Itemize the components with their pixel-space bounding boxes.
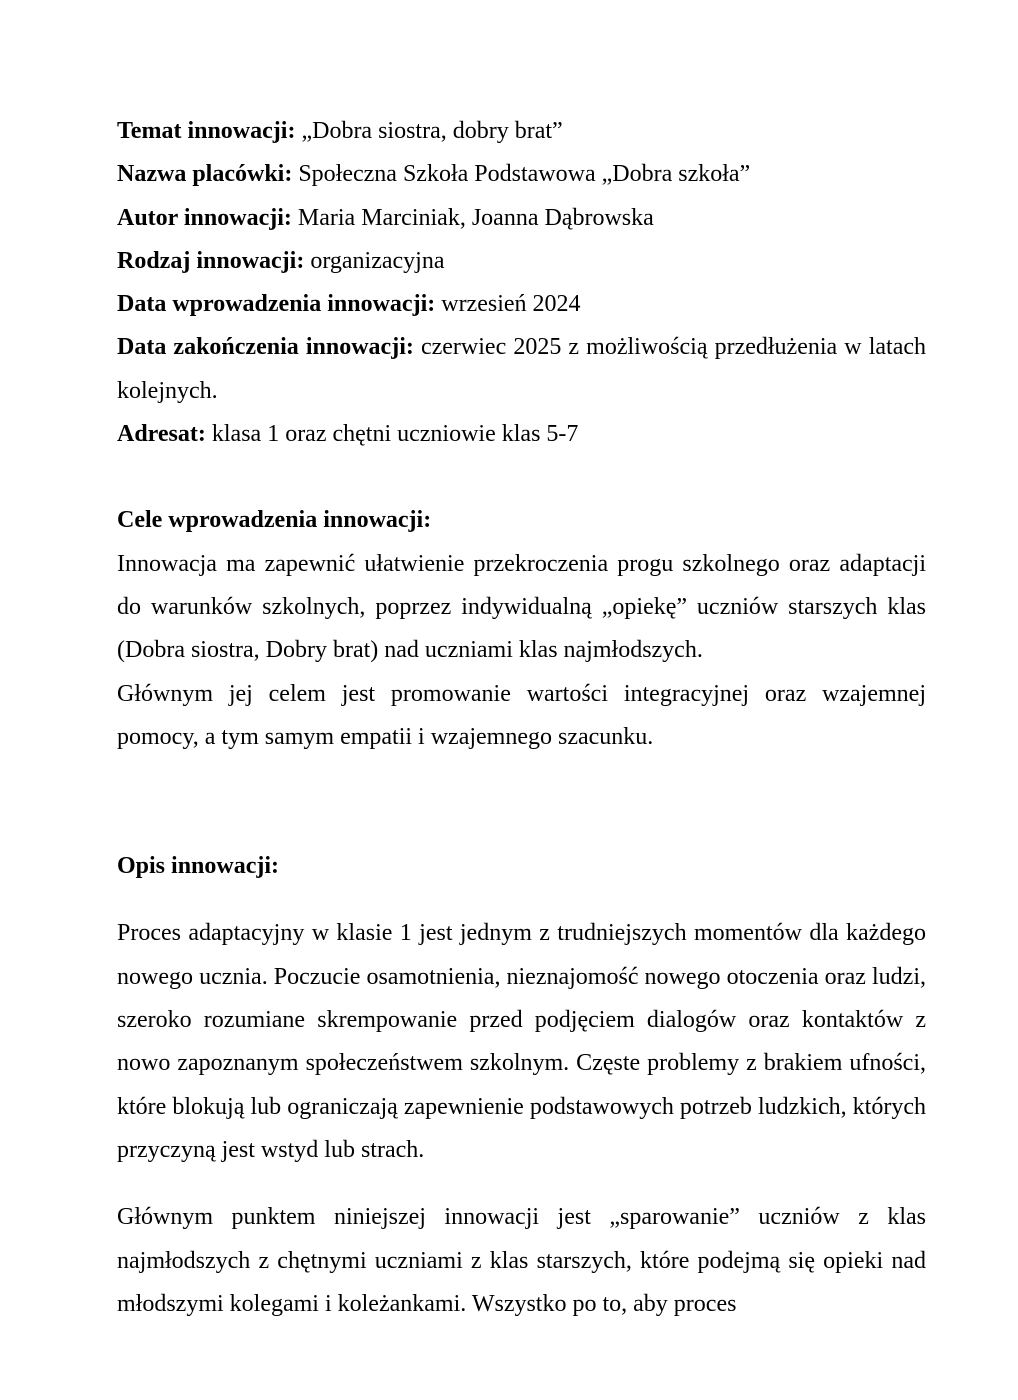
field-value: Maria Marciniak, Joanna Dąbrowska bbox=[291, 204, 654, 231]
field-value: „Dobra siostra, dobry brat” bbox=[295, 118, 563, 144]
field-author bbox=[117, 197, 926, 240]
field-type bbox=[117, 240, 926, 283]
field-label: Nazwa placówki: bbox=[117, 161, 293, 188]
spacer bbox=[117, 1172, 926, 1196]
field-institution bbox=[117, 153, 926, 196]
goals-paragraph: Głównym jej celem jest promowanie wartości integracyjnej oraz wzajemnej pomocy, a tym samym empatii i wzajemnego szacunku. bbox=[117, 680, 926, 750]
description-paragraph: Proces adaptacyjny w klasie 1 jest jednym z trudniejszych momentów dla każdego nowego ucznia. Poczucie osamotnienia, nieznajomość nowego otoczenia oraz ludzi, szeroko rozumiane skrempowanie przed podjęciem dialogów oraz kontaktów z nowo zapoznanym społeczeństwem szkolnym. Częste problemy z brakiem ufności, które blokują lub ograniczają zapewnienie podstawowych potrzeb ludzkich, których przyczyną jest wstyd lub strach. bbox=[117, 920, 926, 1163]
field-topic bbox=[117, 110, 926, 153]
field-label: Adresat: bbox=[117, 421, 206, 448]
document-page bbox=[117, 110, 926, 1326]
goals-heading: Cele wprowadzenia innowacji: bbox=[117, 507, 432, 534]
field-value: czerwiec 2025 z możliwością przedłużenia w latach kolejnych. bbox=[117, 334, 926, 404]
spacer bbox=[117, 759, 926, 845]
field-label: Temat innowacji: bbox=[117, 118, 296, 144]
spacer bbox=[117, 456, 926, 499]
spacer bbox=[117, 888, 926, 912]
field-end-date bbox=[117, 326, 926, 413]
field-recipient bbox=[117, 413, 926, 456]
goals-paragraph: Innowacja ma zapewnić ułatwienie przekroczenia progu szkolnego oraz adaptacji do warunków szkolnych, poprzez indywidualną „opiekę” uczniów starszych klas (Dobra siostra, Dobry brat) nad uczniami klas najmłodszych. bbox=[117, 550, 926, 664]
field-value: organizacyjna bbox=[304, 247, 445, 274]
field-label: Autor innowacji: bbox=[117, 204, 292, 231]
field-start-date bbox=[117, 283, 926, 326]
field-label: Rodzaj innowacji: bbox=[117, 247, 305, 274]
field-value: klasa 1 oraz chętni uczniowie klas 5-7 bbox=[205, 421, 579, 448]
description-paragraph: Głównym punktem niniejszej innowacji jest „sparowanie” uczniów z klas najmłodszych z chętnymi uczniami z klas starszych, które podejmą się opieki nad młodszymi kolegami i koleżankami. Wszystko po to, aby proces bbox=[117, 1204, 926, 1317]
field-value: Społeczna Szkoła Podstawowa „Dobra szkoła” bbox=[292, 161, 751, 188]
field-label: Data zakończenia innowacji: bbox=[117, 334, 414, 361]
field-label: Data wprowadzenia innowacji: bbox=[117, 291, 436, 318]
field-value: wrzesień 2024 bbox=[435, 291, 581, 318]
description-heading: Opis innowacji: bbox=[117, 853, 280, 880]
